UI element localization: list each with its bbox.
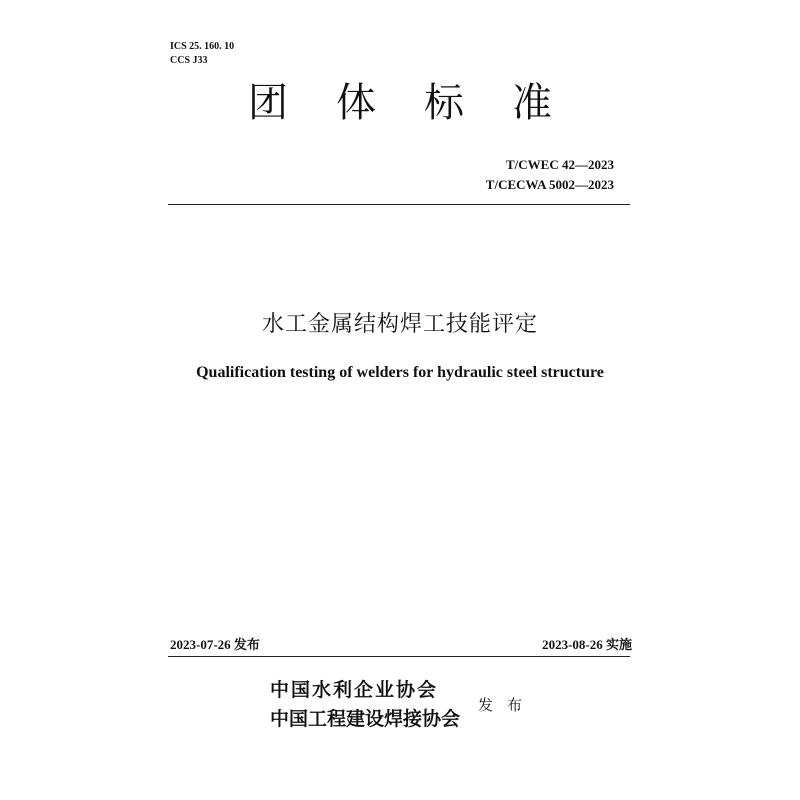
ccs-code: CCS J33 — [170, 55, 208, 66]
classification-block — [170, 40, 234, 68]
standard-code-cecwa: T/CECWA 5002—2023 — [485, 177, 614, 192]
implementation-date: 2023-08-26 实施 — [542, 637, 632, 652]
standard-code-cwec: T/CWEC 42—2023 — [506, 157, 614, 172]
top-divider — [168, 204, 630, 205]
publishers-block — [270, 676, 460, 734]
issue-date: 2023-07-26 发布 — [170, 637, 260, 652]
publisher-water-enterprise-association: 中国水利企业协会 — [270, 679, 439, 701]
document-type-heading: 团体标准 — [248, 80, 600, 126]
ics-code: ICS 25. 160. 10 — [170, 41, 235, 52]
standard-codes — [486, 155, 614, 195]
title-english: Qualification testing of welders for hydraulic steel structure — [196, 364, 604, 381]
bottom-divider — [168, 656, 630, 657]
publisher-welding-association: 中国工程建设焊接协会 — [270, 708, 461, 730]
title-chinese: 水工金属结构焊工技能评定 — [261, 312, 538, 337]
issued-label: 发布 — [478, 696, 537, 714]
